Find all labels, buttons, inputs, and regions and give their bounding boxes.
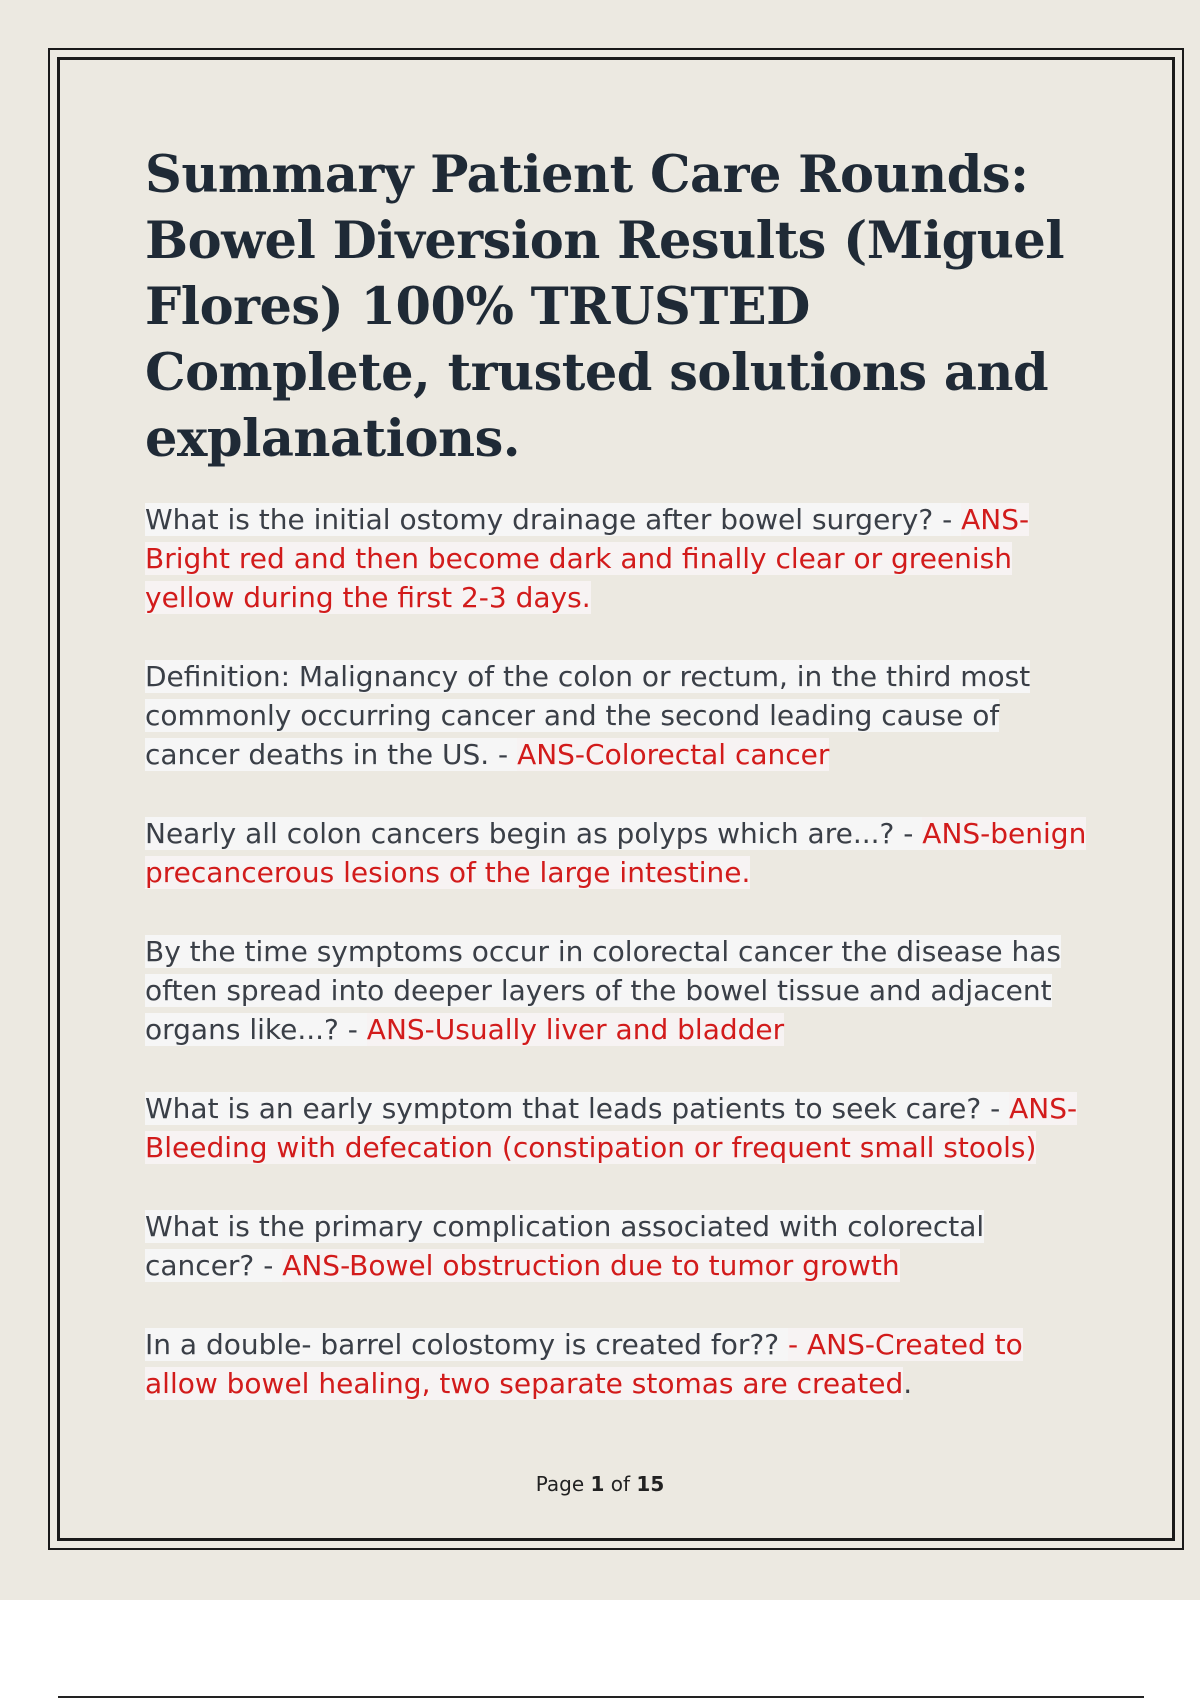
- answer-text: ANS-Bowel obstruction due to tumor growth: [282, 1249, 900, 1282]
- question-text: What is an early symptom that leads patients to seek care? -: [145, 1092, 1010, 1125]
- question-text: What is the initial ostomy drainage after bowel surgery? -: [145, 503, 962, 536]
- of-label: of: [610, 1472, 631, 1496]
- answer-text: - ANS-Created to allow bowel healing, two separate stomas are created: [145, 1328, 1023, 1400]
- question-text: Nearly all colon cancers begin as polyps which are...? -: [145, 817, 923, 850]
- answer-text: ANS-Bleeding with defecation (constipation or frequent small stools): [145, 1092, 1078, 1164]
- total-page-count: 15: [636, 1472, 665, 1496]
- qa-item: [145, 1325, 1095, 1403]
- qa-item: [145, 1207, 1095, 1285]
- question-text: In a double- barrel colostomy is created for??: [145, 1328, 788, 1361]
- qa-item: [145, 500, 1095, 617]
- qa-item: [145, 932, 1095, 1049]
- trailing-text: .: [903, 1367, 913, 1400]
- question-text: Definition: Malignancy of the colon or rectum, in the third most commonly occurring cancer and the second leading cause of cancer deaths in the US. -: [145, 660, 1031, 771]
- answer-text: ANS-Usually liver and bladder: [366, 1013, 785, 1046]
- qa-item: [145, 814, 1095, 892]
- current-page-number: 1: [590, 1472, 605, 1496]
- page-number-footer: [0, 1472, 1200, 1496]
- qa-item: [145, 657, 1095, 774]
- page-label: Page: [535, 1472, 585, 1496]
- answer-text: ANS-Bright red and then become dark and finally clear or greenish yellow during the first 2-3 days.: [145, 503, 1030, 614]
- question-text: By the time symptoms occur in colorectal cancer the disease has often spread into deeper layers of the bowel tissue and adjacent organs like...? -: [145, 935, 1061, 1046]
- answer-text: ANS-benign precancerous lesions of the large intestine.: [145, 817, 1087, 889]
- answer-text: ANS-Colorectal cancer: [517, 738, 830, 771]
- question-text: What is the primary complication associated with colorectal cancer? -: [145, 1210, 985, 1282]
- document-content: [145, 142, 1095, 1443]
- document-title: Summary Patient Care Rounds: Bowel Diversion Results (Miguel Flores) 100% TRUSTED Complete, trusted solutions and explanations.: [145, 145, 1065, 469]
- qa-item: [145, 1089, 1095, 1167]
- next-page-divider: [58, 1696, 1144, 1698]
